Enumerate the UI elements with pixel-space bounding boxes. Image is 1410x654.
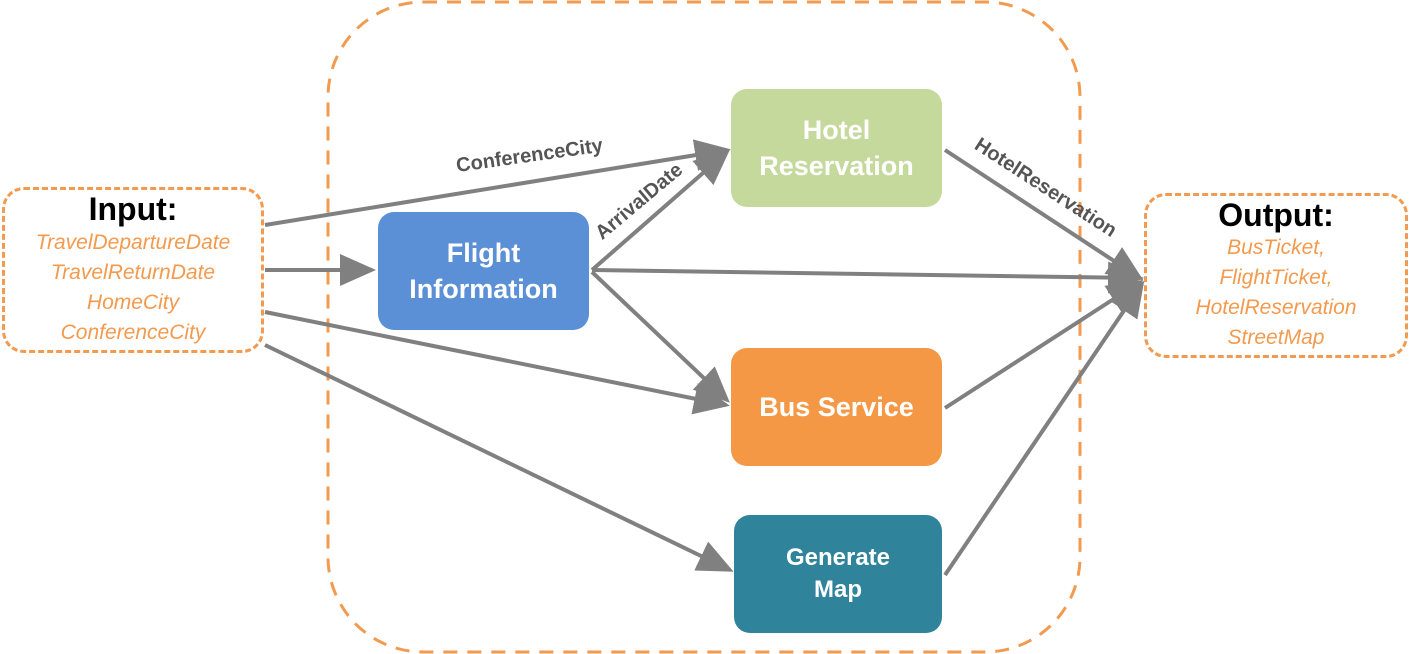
output-item: HotelReservation (1195, 296, 1357, 320)
output-item: FlightTicket, (1219, 266, 1333, 290)
edge-flight-to-output (592, 270, 1140, 278)
generate-map-node (734, 515, 942, 633)
map-node-label-line2: Map (814, 576, 862, 603)
input-item: TravelReturnDate (50, 260, 216, 284)
input-item: ConferenceCity (60, 320, 206, 344)
output-box (1144, 193, 1408, 358)
flight-node-label-line2: Information (409, 274, 558, 304)
edge-hotel-to-output (945, 150, 1140, 278)
input-box (2, 187, 264, 353)
bus-node-label: Bus Service (759, 391, 914, 422)
hotel-node-label-line2: Reservation (759, 151, 914, 181)
input-item: HomeCity (86, 290, 180, 314)
edge-label-conference-city: ConferenceCity (454, 134, 605, 178)
output-title: Output: (1218, 196, 1334, 233)
edge-input-to-map (265, 345, 730, 570)
map-node-label-line1: Generate (785, 543, 891, 571)
flight-information-node (378, 212, 589, 330)
edge-bus-to-output (945, 282, 1140, 408)
input-title: Input: (88, 191, 178, 228)
edge-map-to-output (945, 284, 1142, 575)
flight-node-label-line1: Flight (446, 237, 521, 268)
output-item: BusTicket, (1227, 236, 1325, 260)
edge-label-hotel-reservation: HotelReservation (970, 133, 1121, 242)
hotel-reservation-node (731, 89, 942, 207)
input-item: TravelDepartureDate (35, 230, 231, 254)
bus-service-node (731, 348, 942, 466)
output-item: StreetMap (1227, 326, 1325, 350)
hotel-node-label-line1: Hotel (802, 114, 871, 145)
edge-label-arrival-date: ArrivalDate (591, 158, 688, 245)
